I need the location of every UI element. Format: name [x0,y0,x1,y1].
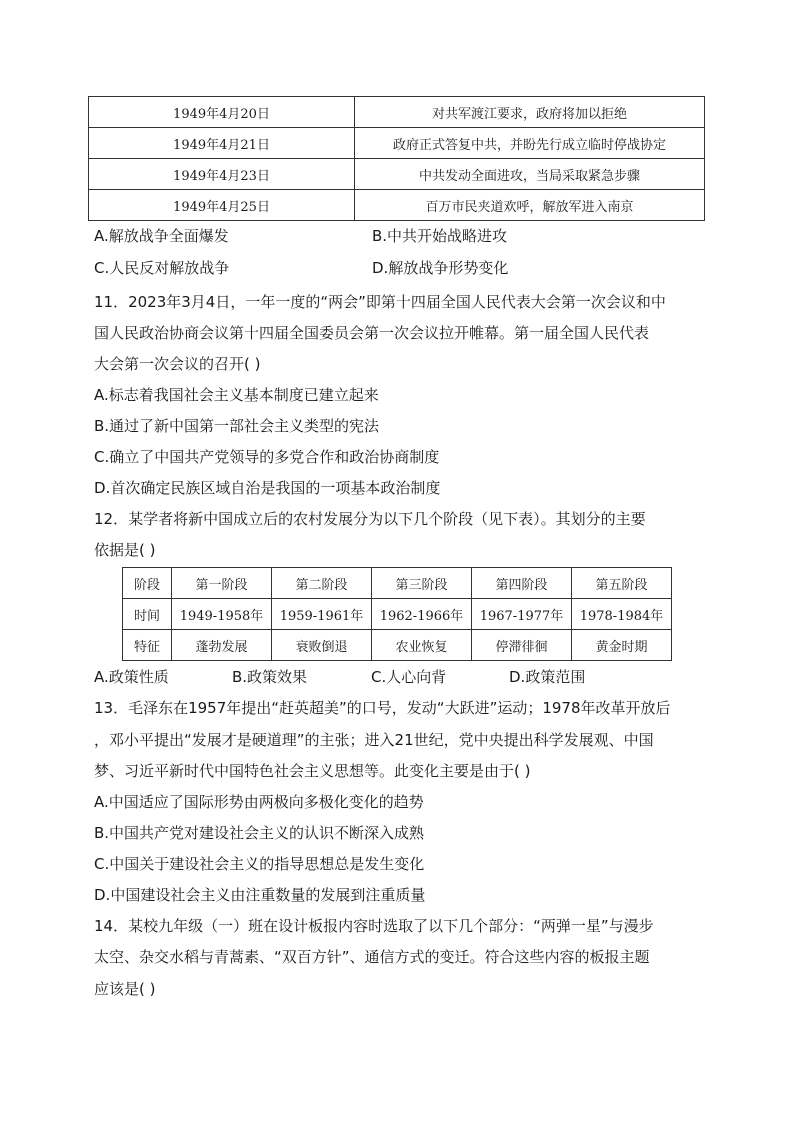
date-cell: 1949年4月20日 [89,97,355,128]
table-cell: 1962-1966年 [372,599,472,630]
option-c: C.人心向背 [371,668,447,686]
table-cell: 阶段 [123,568,172,599]
question-14-line: 14．某校九年级（一）班在设计板报内容时选取了以下几个部分：“两弹一星”与漫步 [94,917,654,935]
question-12-line: 依据是( ) [94,541,156,559]
table-cell: 第四阶段 [472,568,572,599]
table-cell: 黄金时期 [572,630,672,661]
question-14-line: 应该是( ) [94,980,156,998]
table-cell: 蓬勃发展 [172,630,272,661]
option-b: B.政策效果 [232,668,308,686]
table-row [89,159,705,190]
question-11-line: 11．2023年3月4日，一年一度的“两会”即第十四届全国人民代表大会第一次会议和中 [94,293,666,311]
option-d: D.中国建设社会主义由注重数量的发展到注重质量 [94,886,426,904]
table-cell: 特征 [123,630,172,661]
table-row [123,630,672,661]
table-cell: 农业恢复 [372,630,472,661]
table-cell: 衰败倒退 [272,630,372,661]
option-d: D.解放战争形势变化 [372,259,509,277]
table-cell: 第三阶段 [372,568,472,599]
question-11-line: 大会第一次会议的召开( ) [94,355,261,373]
event-cell: 百万市民夹道欢呼，解放军进入南京 [355,190,705,221]
table-cell: 停滞徘徊 [472,630,572,661]
date-cell: 1949年4月21日 [89,128,355,159]
option-b: B.中共开始战略进攻 [372,227,508,245]
question-12-line: 12．某学者将新中国成立后的农村发展分为以下几个阶段（见下表）。其划分的主要 [94,510,646,528]
date-cell: 1949年4月25日 [89,190,355,221]
table-cell: 第一阶段 [172,568,272,599]
table-row [123,599,672,630]
table-cell: 1967-1977年 [472,599,572,630]
option-b: B.通过了新中国第一部社会主义类型的宪法 [94,417,380,435]
table-row [89,97,705,128]
option-c: C.人民反对解放战争 [94,259,230,277]
table-cell: 时间 [123,599,172,630]
option-d: D.政策范围 [509,668,586,686]
table-cell: 1959-1961年 [272,599,372,630]
table-cell: 1949-1958年 [172,599,272,630]
table-row [89,128,705,159]
question-13-line: 13．毛泽东在1957年提出“赶英超美”的口号，发动“大跃进”运动；1978年改革开放后 [94,699,671,717]
table-cell: 第五阶段 [572,568,672,599]
option-c: C.确立了中国共产党领导的多党合作和政治协商制度 [94,448,440,466]
stages-table [122,567,672,661]
question-13-line: ，邓小平提出“发展才是硬道理”的主张；进入21世纪，党中央提出科学发展观、中国 [94,731,654,749]
event-cell: 对共军渡江要求，政府将加以拒绝 [355,97,705,128]
option-c: C.中国关于建设社会主义的指导思想总是发生变化 [94,855,425,873]
question-11-line: 国人民政治协商会议第十四届全国委员会第一次会议拉开帷幕。第一届全国人民代表 [94,324,650,342]
question-14-line: 太空、杂交水稻与青蒿素、“双百方针”、通信方式的变迁。符合这些内容的板报主题 [94,948,650,966]
table-row [123,568,672,599]
option-a: A.政策性质 [94,668,169,686]
event-cell: 中共发动全面进攻，当局采取紧急步骤 [355,159,705,190]
question-13-line: 梦、习近平新时代中国特色社会主义思想等。此变化主要是由于( ) [94,762,531,780]
table-cell: 1978-1984年 [572,599,672,630]
option-a: A.中国适应了国际形势由两极向多极化变化的趋势 [94,793,424,811]
table-row [89,190,705,221]
table-cell: 第二阶段 [272,568,372,599]
option-d: D.首次确定民族区域自治是我国的一项基本政治制度 [94,479,441,497]
option-a: A.解放战争全面爆发 [94,227,229,245]
option-b: B.中国共产党对建设社会主义的认识不断深入成熟 [94,824,425,842]
timeline-table [88,96,705,221]
option-a: A.标志着我国社会主义基本制度已建立起来 [94,386,379,404]
event-cell: 政府正式答复中共，并盼先行成立临时停战协定 [355,128,705,159]
date-cell: 1949年4月23日 [89,159,355,190]
